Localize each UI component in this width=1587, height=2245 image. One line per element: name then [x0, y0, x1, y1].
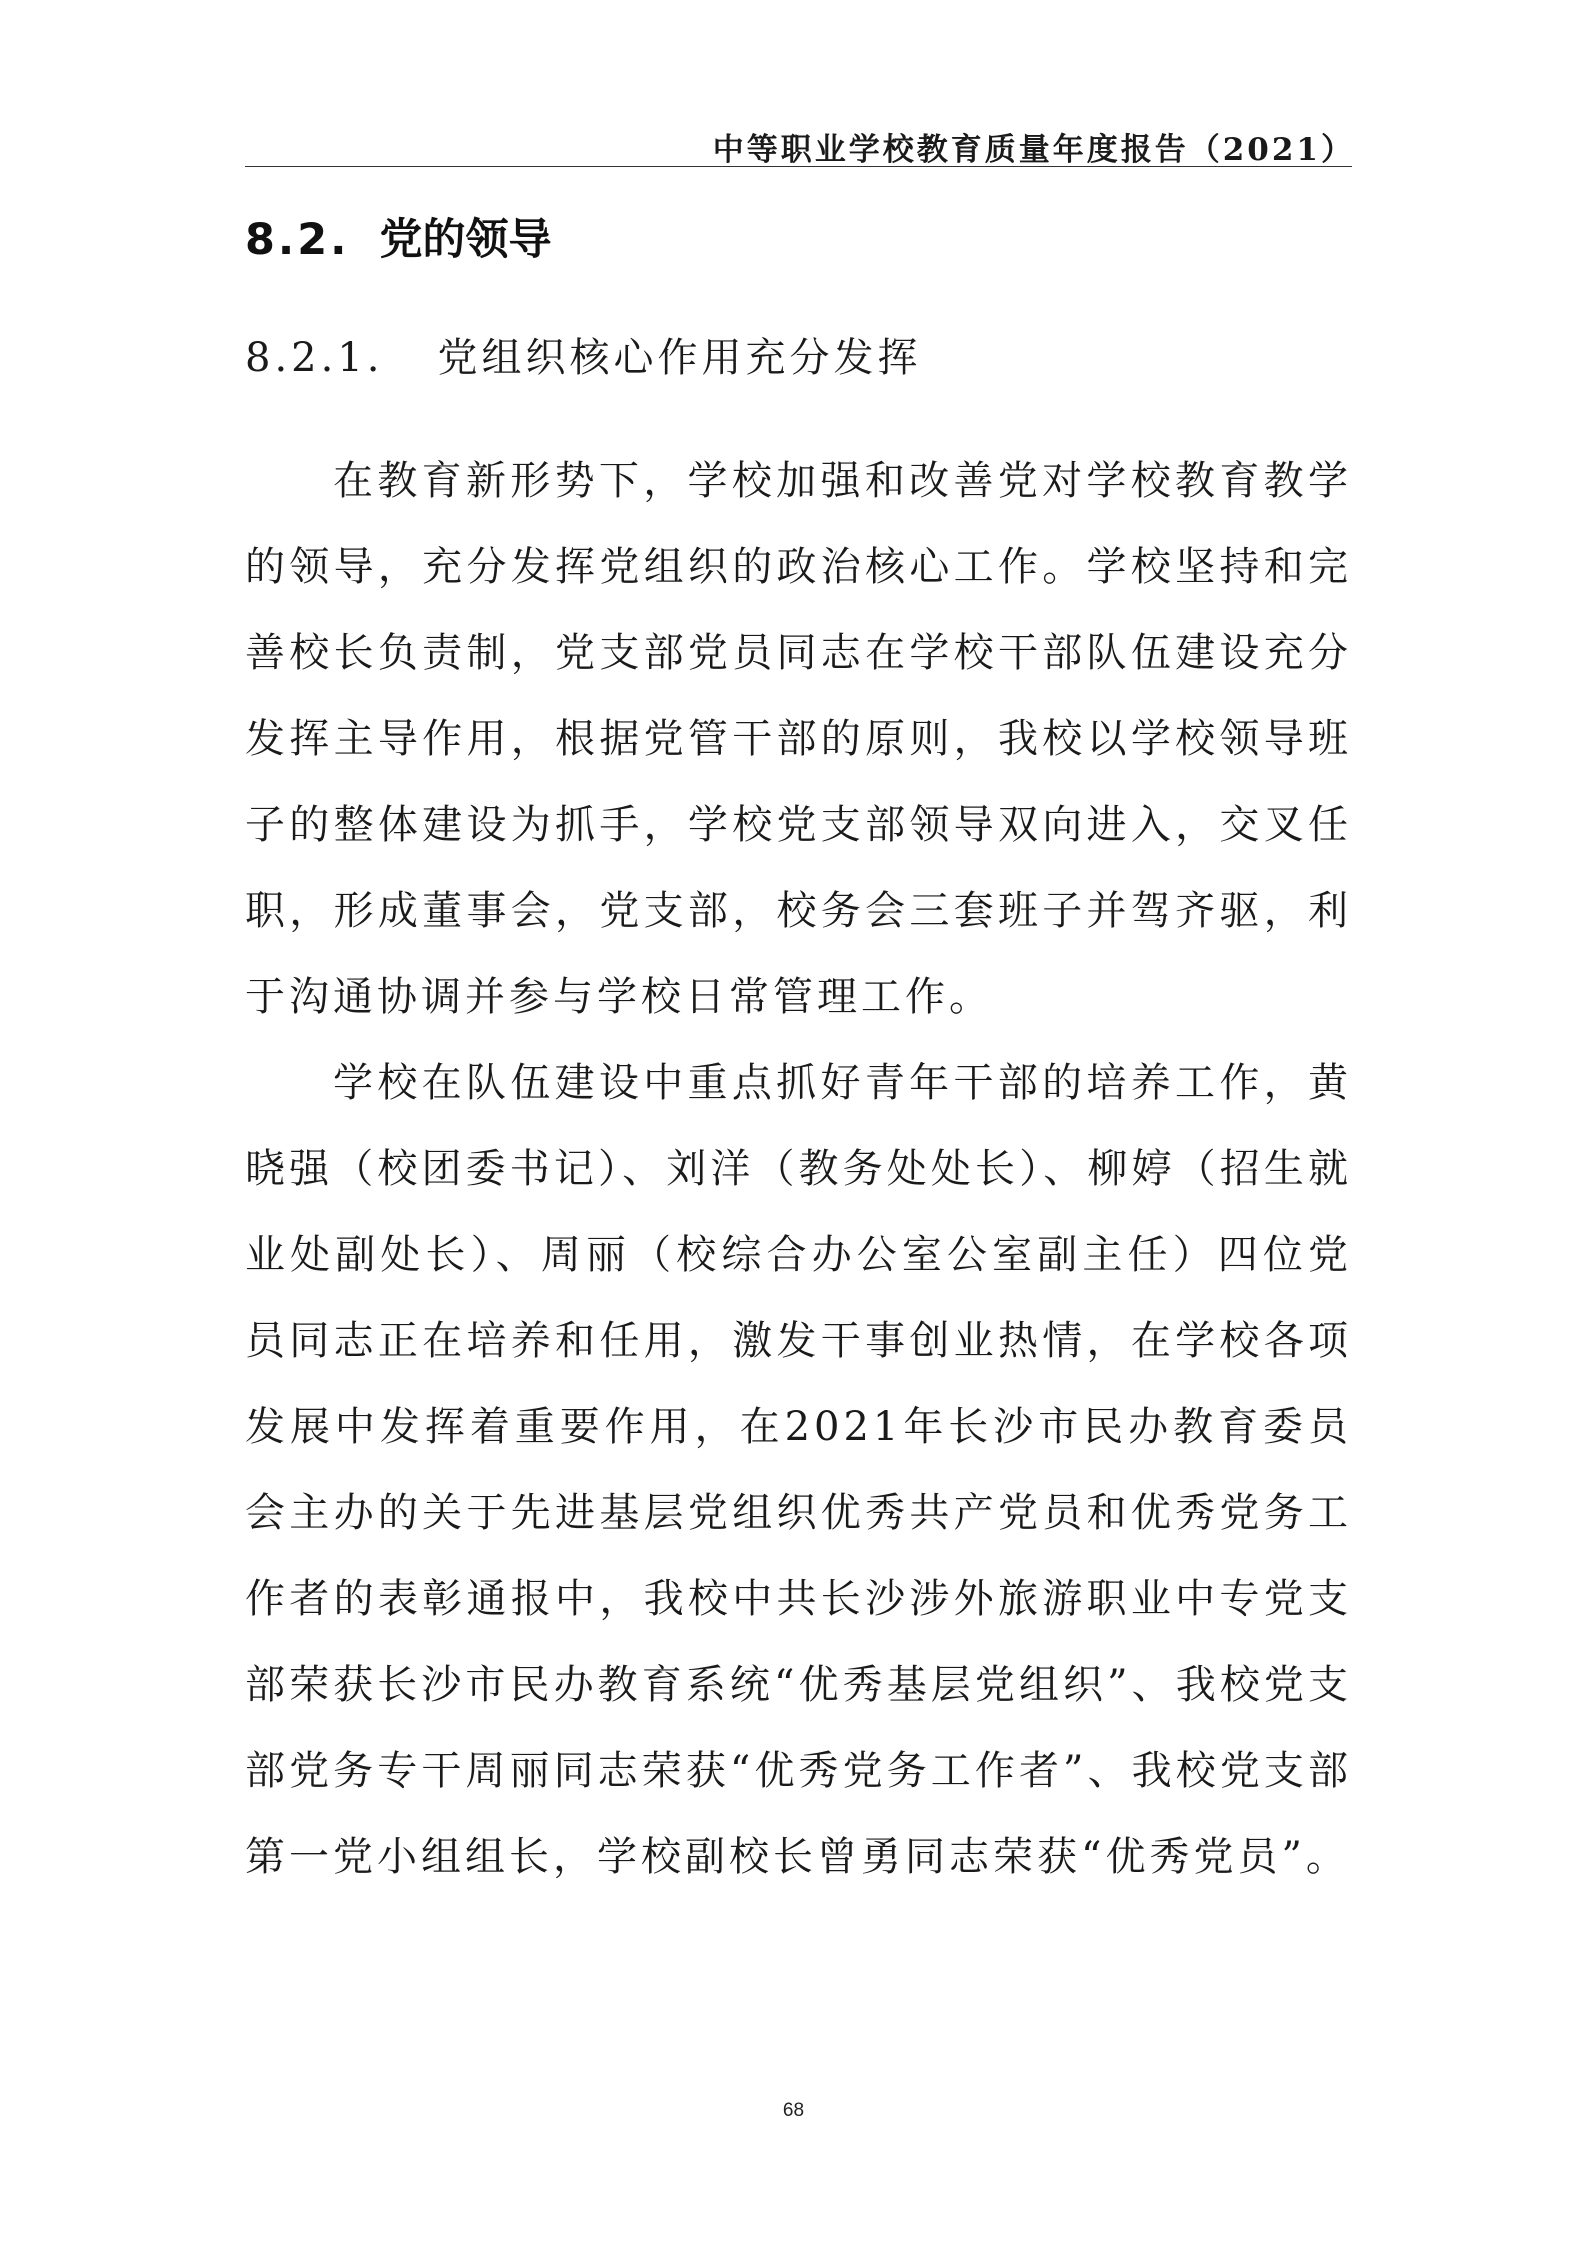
paragraph-2: 学校在队伍建设中重点抓好青年干部的培养工作，黄晓强（校团委书记）、刘洋（教务处处长）、柳婷（招生就业处副处长）、周丽（校综合办公室公室副主任）四位党员同志正在培养和任用，激发干事创业热情，在学校各项发展中发挥着重要作用，在2021年长沙市民办教育委员会主办的关于先进基层党组织优秀共产党员和优秀党务工作者的表彰通报中，我校中共长沙涉外旅游职业中专党支部荣获长沙市民办教育系统“优秀基层党组织”、我校党支部党务专干周丽同志荣获“优秀党务工作者”、我校党支部第一党小组组长，学校副校长曾勇同志荣获“优秀党员”。 — [245, 1060, 1352, 1880]
running-header: 中等职业学校教育质量年度报告（2021） — [712, 132, 1355, 168]
paragraph-1: 在教育新形势下，学校加强和改善党对学校教育教学的领导，充分发挥党组织的政治核心工作。学校坚持和完善校长负责制，党支部党员同志在学校干部队伍建设充分发挥主导作用，根据党管干部的原则，我校以学校领导班子的整体建设为抓手，学校党支部领导双向进入，交叉任职，形成董事会，党支部，校务会三套班子并驾齐驱，利于沟通协调并参与学校日常管理工作。 — [245, 458, 1352, 1020]
page-number: 68 — [782, 2100, 805, 2121]
subsection-title: 党组织核心作用充分发挥 — [437, 335, 922, 381]
body-text — [245, 438, 1352, 1900]
section-title: 党的领导 — [379, 215, 552, 265]
subsection-heading — [245, 326, 922, 383]
header-rule — [245, 166, 1352, 167]
section-number: 8.2. — [245, 215, 350, 265]
section-heading — [245, 206, 552, 267]
subsection-number: 8.2.1. — [245, 335, 384, 381]
